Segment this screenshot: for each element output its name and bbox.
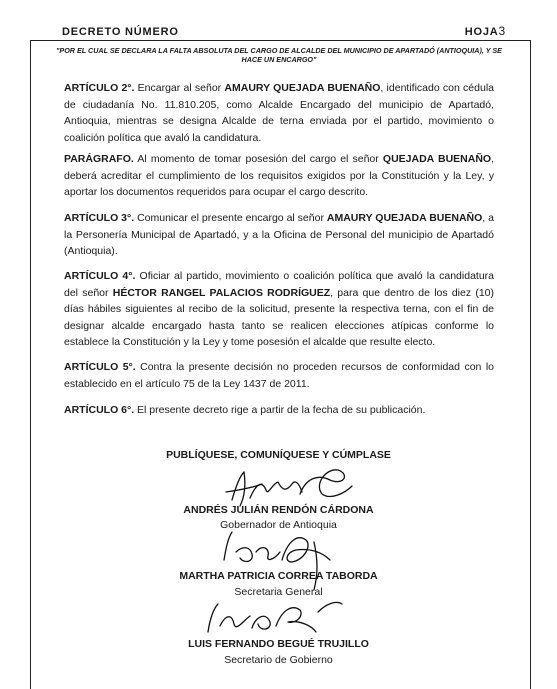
article-3-heading: ARTÍCULO 3°. xyxy=(64,212,135,224)
article-2-heading: ARTÍCULO 2°. xyxy=(64,82,135,94)
paragraph-name: QUEJADA BUENAÑO xyxy=(382,153,492,165)
article-4-heading: ARTÍCULO 4°. xyxy=(64,270,136,282)
paragraph-clause xyxy=(64,151,494,201)
article-2 xyxy=(64,80,494,146)
article-5-heading: ARTÍCULO 5°. xyxy=(64,361,136,373)
signatory-3-name: LUIS FERNANDO BEGUÉ TRUJILLO xyxy=(188,638,369,650)
page-header xyxy=(62,22,506,40)
article-4-text: , para que dentro de los diez (10) días hábiles siguientes al recibo de la solicitud, presente la respectiva terna, con el fin de designar alcalde encargado hasta tanto se realicen elecciones atípicas conforme lo establece la Constitución y la Ley y tome posesión el alcalde que resulte electo. xyxy=(64,286,494,348)
article-3-text: Comunicar el presente encargo al señor xyxy=(134,212,327,224)
article-3 xyxy=(64,210,494,260)
article-3-name: AMAURY QUEJADA BUENAÑO xyxy=(326,212,483,224)
decree-number-label: DECRETO NÚMERO xyxy=(62,26,179,38)
article-6-text: El presente decreto rige a partir de la fecha de su publicación. xyxy=(134,404,426,416)
closing-formula: PUBLÍQUESE, COMUNÍQUESE Y CÚMPLASE xyxy=(166,449,391,461)
sheet-label xyxy=(465,24,506,38)
decree-subject: "POR EL CUAL SE DECLARA LA FALTA ABSOLUTA DEL CARGO DE ALCALDE DEL MUNICIPIO DE APARTADÓ (ANTIOQUIA), Y SE HACE UN ENCARGO" xyxy=(56,46,502,64)
article-4-name: HÉCTOR RANGEL PALACIOS RODRÍGUEZ xyxy=(112,286,331,299)
article-4 xyxy=(64,268,494,351)
sheet-label-text: HOJA xyxy=(464,26,499,38)
article-2-text: Encargar al señor xyxy=(134,82,225,94)
article-2-name: AMAURY QUEJADA BUENAÑO xyxy=(224,82,381,94)
paragraph-heading: PARÁGRAFO. xyxy=(64,153,134,165)
article-5 xyxy=(64,359,494,392)
signatory-2-role: Secretaria General xyxy=(234,586,323,598)
signatory-1-role: Gobernador de Antioquia xyxy=(220,519,337,531)
signatory-1-name: ANDRÉS JULIÁN RENDÓN CÁRDONA xyxy=(183,504,374,516)
signatory-2-name: MARTHA PATRICIA CORREA TABORDA xyxy=(179,570,378,582)
paragraph-text: Al momento de tomar posesión del cargo el señor xyxy=(133,153,383,165)
article-4-text: Oficiar al partido, movimiento o coalición política que avaló la candidatura del señor xyxy=(64,270,495,299)
article-6-heading: ARTÍCULO 6°. xyxy=(64,404,135,416)
article-6 xyxy=(64,402,494,419)
sheet-number: 3 xyxy=(498,24,506,38)
article-3-text: , a la Personería Municipal de Apartadó, y a la Oficina de Personal del municipio de Apartadó (Antioquia). xyxy=(64,212,494,257)
article-5-text: Contra la presente decisión no proceden recursos de conformidad con lo establecido en el artículo 75 de la Ley 1437 de 2011. xyxy=(64,361,494,390)
paragraph-text: , deberá acreditar el cumplimiento de los requisitos exigidos por la Constitución y la Ley, y aportar los documentos requeridos para ocupar el cargo descrito. xyxy=(64,153,494,198)
article-2-text: , identificado con cédula de ciudadanía No. 11.810.205, como Alcalde Encargado del municipio de Apartadó, Antioquia, mientras se designa Alcalde de terna enviada por el partido, movimiento o coalición política que avaló la candidatura. xyxy=(64,82,494,144)
signatory-3-role: Secretario de Gobierno xyxy=(224,654,333,666)
